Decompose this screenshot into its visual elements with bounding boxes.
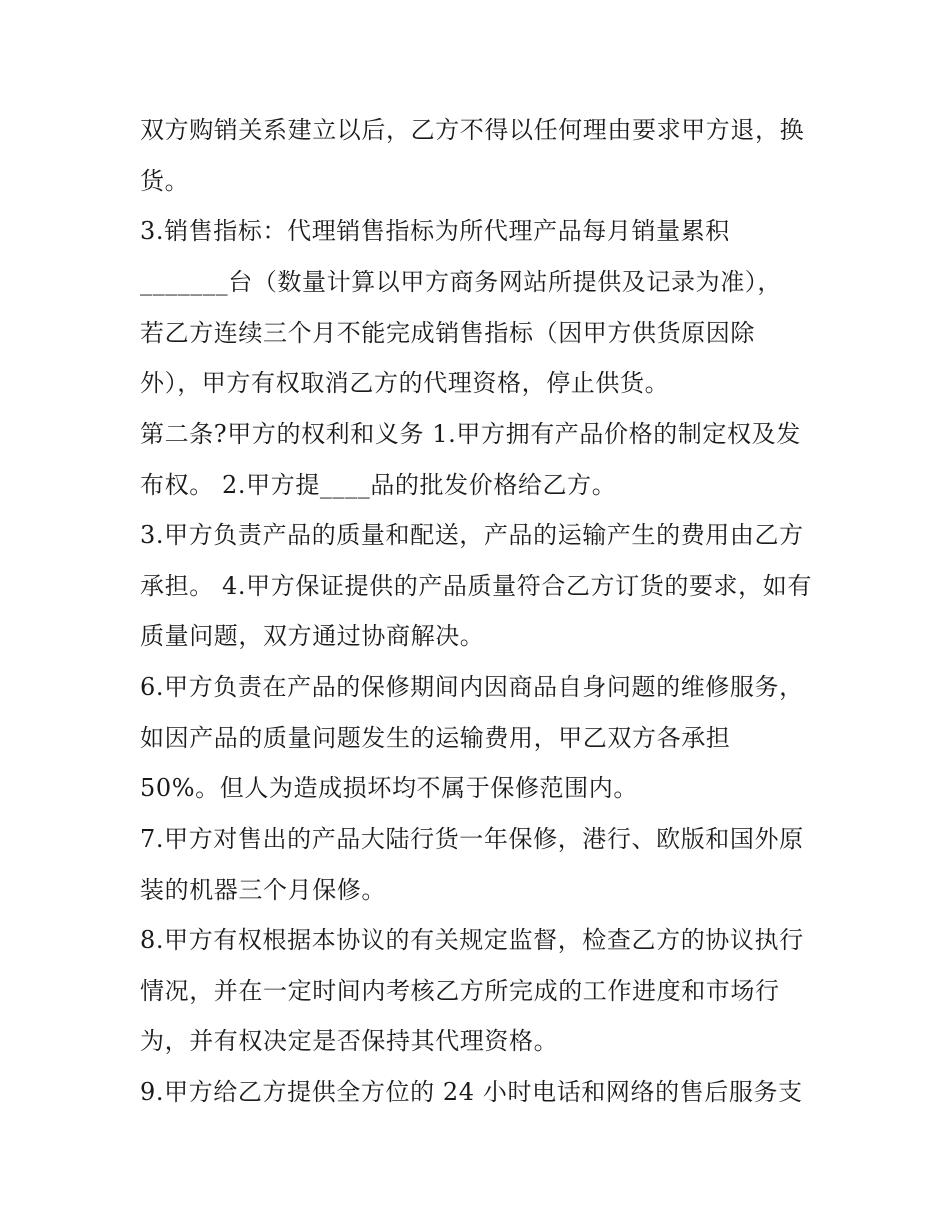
text-line-16: 装的机器三个月保修。 [140, 876, 386, 904]
text-line-14: 50%。但人为造成损坏均不属于保修范围内。 [140, 774, 638, 802]
text-line-13: 如因产品的质量问题发生的运输费用，甲乙双方各承担 [140, 724, 731, 752]
text-line-15: 7.甲方对售出的产品大陆行货一年保修，港行、欧版和国外原 [140, 825, 804, 853]
text-line-19: 为，并有权决定是否保持其代理资格。 [140, 1027, 559, 1055]
text-line-2: 货。 [140, 167, 190, 195]
text-line-11: 质量问题，双方通过协商解决。 [140, 622, 485, 650]
text-line-7: 第二条?甲方的权利和义务 1.甲方拥有产品价格的制定权及发 [140, 420, 801, 448]
text-line-12: 6.甲方负责在产品的保修期间内因商品自身问题的维修服务， [140, 673, 804, 701]
text-line-1: 双方购销关系建立以后，乙方不得以任何理由要求甲方退，换 [140, 116, 805, 144]
text-line-5: 若乙方连续三个月不能完成销售指标（因甲方供货原因除 [140, 319, 755, 347]
text-line-6: 外），甲方有权取消乙方的代理资格，停止供货。 [140, 369, 670, 397]
text-line-10: 承担。 4.甲方保证提供的产品质量符合乙方订货的要求，如有 [140, 572, 812, 600]
text-line-4: _______台（数量计算以甲方商务网站所提供及记录为准）， [140, 268, 782, 296]
text-line-17: 8.甲方有权根据本协议的有关规定监督，检查乙方的协议执行 [140, 926, 804, 954]
text-line-3: 3.销售指标：代理销售指标为所代理产品每月销量累积 [140, 217, 730, 245]
text-line-9: 3.甲方负责产品的质量和配送，产品的运输产生的费用由乙方 [140, 521, 804, 549]
text-line-18: 情况，并在一定时间内考核乙方所完成的工作进度和市场行 [140, 977, 780, 1005]
text-line-8: 布权。 2.甲方提____品的批发价格给乙方。 [140, 471, 617, 499]
text-line-20: 9.甲方给乙方提供全方位的 24 小时电话和网络的售后服务支 [140, 1078, 803, 1106]
